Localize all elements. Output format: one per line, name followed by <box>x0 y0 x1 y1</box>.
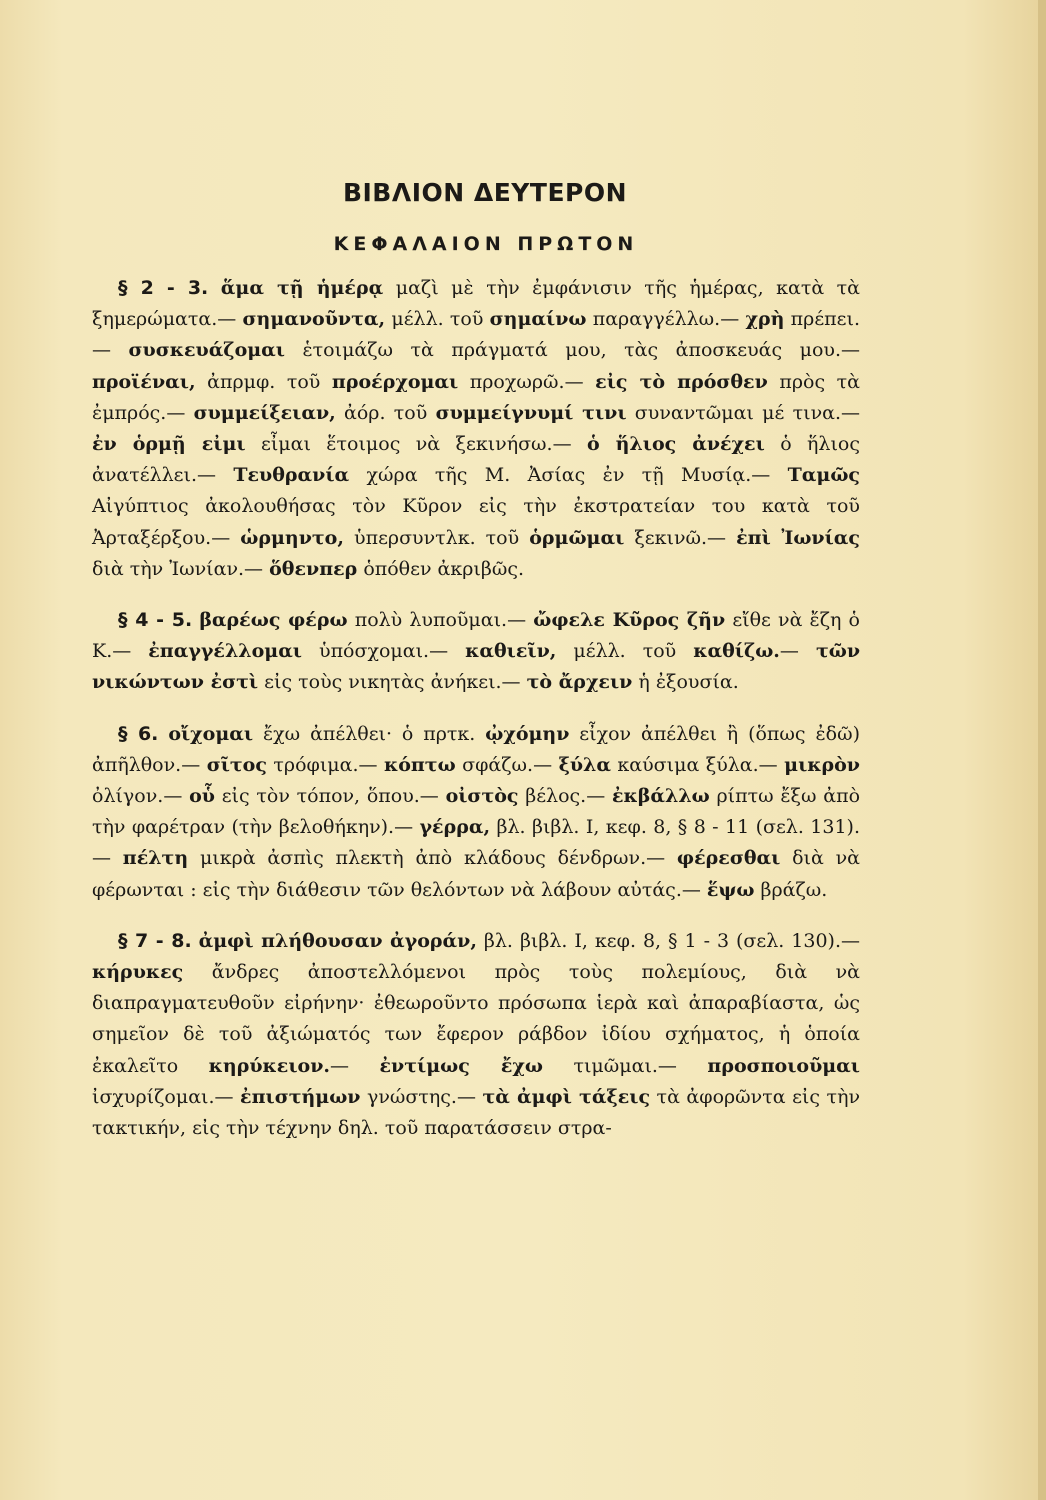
headword: οἴχομαι <box>168 722 254 745</box>
paragraph <box>92 605 860 699</box>
gloss-text: εἶχον ἀπέλθει ἢ (ὅπως ἐδῶ) ἀπῆλθον.— <box>92 722 860 776</box>
headword: Ταμῶς <box>787 464 860 487</box>
headword: οἰστὸς <box>445 785 519 808</box>
section-number: § 6. <box>118 722 159 745</box>
headword: ὤφελε Κῦρος ζῆν <box>533 609 726 632</box>
gloss-text: εἴθε νὰ ἔζη ὁ Κ.— <box>92 609 860 663</box>
headword: ἐκβάλλω <box>611 785 710 808</box>
paragraph <box>92 719 860 906</box>
gloss-text: ὁπόθεν ἀκριβῶς. <box>357 557 525 580</box>
headword: καθίζω. <box>693 640 780 663</box>
headword: πέλτη <box>122 847 189 870</box>
paragraph-text <box>92 723 860 901</box>
gloss-text: ἑτοιμάζω τὰ πράγματά μου, τὰς ἀποσκευάς μου.— <box>284 339 860 362</box>
gloss-text: — <box>330 1054 380 1077</box>
gloss-text: ξεκινῶ.— <box>624 526 737 549</box>
gloss-text: ρίπτω ἔξω ἀπὸ τὴν φαρέτραν (τὴν βελοθήκην).— <box>92 785 861 839</box>
gloss-text: προχωρῶ.— <box>458 370 596 393</box>
headword: κήρυκες <box>92 961 184 984</box>
headword: τῶν νικώντων ἐστὶ <box>92 640 860 694</box>
headword: ὁρμῶμαι <box>529 526 625 549</box>
paragraph-text <box>92 609 860 693</box>
gloss-text: τρόφιμα.— <box>266 753 384 776</box>
headword: σῖτος <box>206 753 267 776</box>
gloss-text: ὀλίγον.— <box>92 785 190 808</box>
headword: φέρεσθαι <box>676 847 781 870</box>
gloss-text: μέλλ. τοῦ <box>385 308 490 331</box>
gloss-text: μέλλ. τοῦ <box>556 640 694 663</box>
section-number: § 4 - 5. <box>118 609 193 632</box>
gloss-text: παραγγέλλω.— <box>586 308 746 331</box>
gloss-text: Αἰγύπτιος ἀκολουθήσας τὸν Κῦρον εἰς τὴν ἐκστρατείαν του κατὰ τοῦ Ἀρταξέρξου.— <box>92 495 860 549</box>
gloss-text: γνώστης.— <box>360 1085 483 1108</box>
gloss-text: τὰ ἀφορῶντα εἰς τὴν τακτικήν, εἰς τὴν τέχνην δηλ. τοῦ παρατάσσειν στρα- <box>92 1085 861 1140</box>
headword: καθιεῖν, <box>465 640 557 663</box>
headword: βαρέως φέρω <box>199 609 348 632</box>
book-title: ΒΙΒΛΙΟΝ ΔΕΥΤΕΡΟΝ <box>342 178 628 207</box>
gloss-text: ἡ ἐξουσία. <box>632 671 739 694</box>
gloss-text: βλ. βιβλ. Ι, κεφ. 8, § 8 - 11 (σελ. 131).— <box>92 816 860 870</box>
paragraph-text <box>92 277 860 580</box>
headword: ἐπιστήμων <box>240 1085 361 1108</box>
headword: ἐπὶ Ἰωνίας <box>736 526 860 549</box>
paragraph-text <box>92 930 860 1139</box>
gloss-text: πολὺ λυποῦμαι.— <box>347 609 534 632</box>
gloss-text: μαζὶ μὲ τὴν ἐμφάνισιν τῆς ἡμέρας, κατὰ τὰ ξημερώματα.— <box>92 277 860 331</box>
headword: γέρρα, <box>419 816 491 839</box>
headword: προσποιοῦμαι <box>707 1054 860 1077</box>
page-content <box>92 178 860 1164</box>
gloss-text: εἰς τοὺς νικητὰς ἀνήκει.— <box>258 671 527 694</box>
headword: κηρύκειον. <box>208 1054 331 1077</box>
gloss-text: εἰς τὸν τόπον, ὅπου.— <box>214 785 446 808</box>
headword: προέρχομαι <box>331 370 459 393</box>
gloss-text: καύσιμα ξύλα.— <box>610 753 785 776</box>
chapter-title: ΚΕΦΑΛΑΙΟΝ ΠΡΩΤΟΝ <box>333 233 639 255</box>
headword: οὗ <box>189 785 215 808</box>
gloss-text: βέλος.— <box>518 785 612 808</box>
headword: ξύλα <box>558 753 611 776</box>
gloss-text: συναντῶμαι μέ τινα.— <box>626 401 860 424</box>
section-number: § 2 - 3. <box>118 277 209 299</box>
headword: τὸ ἄρχειν <box>526 671 633 694</box>
gloss-text: τιμῶμαι.— <box>542 1054 708 1077</box>
gloss-text: ἀπρμφ. τοῦ <box>195 370 332 393</box>
gloss-text: σφάζω.— <box>455 753 559 776</box>
paragraph <box>92 926 860 1144</box>
headword: ἀμφὶ πλήθουσαν ἀγοράν, <box>198 929 477 952</box>
headword: ᾠχόμην <box>485 722 570 745</box>
gloss-text: μικρὰ ἀσπὶς πλεκτὴ ἀπὸ κλάδους δένδρων.— <box>188 847 677 870</box>
section-number: § 7 - 8. <box>118 929 192 952</box>
headword: ὡρμηντο, <box>240 526 344 549</box>
gloss-text: βράζω. <box>754 878 828 901</box>
headword: ἅμα τῇ ἡμέρᾳ <box>220 277 384 299</box>
headword: τὰ ἀμφὶ τάξεις <box>482 1085 651 1108</box>
headword: ἕψω <box>706 878 755 901</box>
gloss-text: ἰσχυρίζομαι.— <box>92 1085 241 1108</box>
gloss-text: ὁ ἥλιος ἀνατέλλει.— <box>92 433 860 487</box>
gloss-text: ἀόρ. τοῦ <box>335 401 436 424</box>
gloss-text: ὑπόσχομαι.— <box>302 640 466 663</box>
headword: συσκευάζομαι <box>128 339 285 362</box>
gloss-text: ὑπερσυντλκ. τοῦ <box>343 526 530 549</box>
gloss-text: βλ. βιβλ. Ι, κεφ. 8, § 1 - 3 (σελ. 130).— <box>476 929 861 952</box>
headword: προϊέναι, <box>92 370 196 393</box>
headword: ὅθενπερ <box>269 557 358 580</box>
headword: συμμείξειαν, <box>193 401 336 424</box>
gloss-text: — <box>779 640 816 663</box>
headword: Τευθρανία <box>233 464 350 487</box>
gloss-text: διὰ τὴν Ἰωνίαν.— <box>92 557 270 580</box>
headword: ἐπαγγέλλομαι <box>148 640 303 663</box>
headword: ὁ ἥλιος ἀνέχει <box>587 433 765 456</box>
page-edge <box>1038 0 1046 1500</box>
gloss-text: χώρα τῆς Μ. Ἀσίας ἐν τῇ Μυσίᾳ.— <box>349 464 788 487</box>
headword: κόπτω <box>383 753 456 776</box>
paragraph <box>92 273 860 585</box>
gloss-text: πρὸς τὰ ἐμπρός.— <box>92 370 860 424</box>
headword: εἰς τὸ πρόσθεν <box>595 370 768 393</box>
headword: σημαίνω <box>489 308 587 331</box>
headword: χρὴ <box>745 308 785 331</box>
gloss-text: πρέπει.— <box>92 308 860 362</box>
headword: συμμείγνυμί τινι <box>435 401 627 424</box>
gloss-text: ἄνδρες ἀποστελλόμενοι πρὸς τοὺς πολεμίους, διὰ νὰ διαπραγματευθοῦν εἰρήνην· ἐθεωροῦντο πρόσωπα ἱερὰ καὶ ἀπαραβίαστα, ὡς σημεῖον δὲ τοῦ ἀξιώματός των ἔφερον ράβδον ἰδίου σχήματος, ἡ ὁποία ἐκαλεῖτο <box>92 961 860 1077</box>
gloss-text: ἔχω ἀπέλθει· ὁ πρτκ. <box>253 722 486 745</box>
headword: ἐν ὁρμῇ εἰμι <box>92 433 246 456</box>
headword: μικρὸν <box>784 753 860 776</box>
headword: ἐντίμως ἔχω <box>379 1054 543 1077</box>
gloss-text: διὰ νὰ φέρωνται : εἰς τὴν διάθεσιν τῶν θελόντων νὰ λάβουν αὐτάς.— <box>92 847 860 901</box>
gloss-text: εἶμαι ἕτοιμος νὰ ξεκινήσω.— <box>245 433 587 456</box>
headword: σημανοῦντα, <box>242 308 386 331</box>
